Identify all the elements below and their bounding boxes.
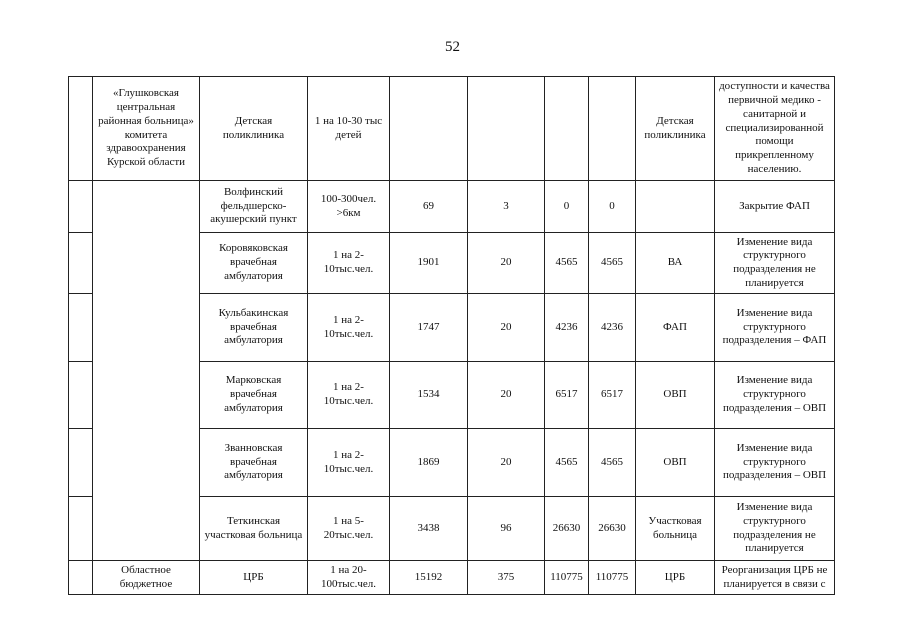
staff-cell: 375 — [468, 561, 545, 595]
staff-cell: 20 — [468, 294, 545, 362]
norm-cell: 1 на 2-10тыс.чел. — [308, 429, 390, 497]
unit-cell: Кульбакинская врачебная амбулатория — [200, 294, 308, 362]
value-cell: 4565 — [589, 233, 636, 294]
population-cell — [390, 77, 468, 181]
note-cell: Изменение вида структурного подразделения – ФАП — [715, 294, 835, 362]
index-cell — [69, 294, 93, 362]
population-cell: 15192 — [390, 561, 468, 595]
unit-cell: Марковская врачебная амбулатория — [200, 362, 308, 429]
form-cell: ОВП — [636, 429, 715, 497]
norm-cell: 1 на 2-10тыс.чел. — [308, 233, 390, 294]
value-cell: 110775 — [545, 561, 589, 595]
note-cell: Изменение вида структурного подразделения – ОВП — [715, 429, 835, 497]
value-cell: 4236 — [545, 294, 589, 362]
value-cell: 4236 — [589, 294, 636, 362]
form-cell — [636, 181, 715, 233]
value-cell: 4565 — [545, 429, 589, 497]
value-cell: 0 — [545, 181, 589, 233]
note-cell: Закрытие ФАП — [715, 181, 835, 233]
population-cell: 1901 — [390, 233, 468, 294]
form-cell: Участковая больница — [636, 497, 715, 561]
index-cell — [69, 77, 93, 181]
unit-cell: ЦРБ — [200, 561, 308, 595]
value-cell: 26630 — [589, 497, 636, 561]
facilities-table — [68, 76, 835, 595]
index-cell — [69, 429, 93, 497]
index-cell — [69, 561, 93, 595]
organization-cell: Областное бюджетное — [93, 561, 200, 595]
staff-cell: 3 — [468, 181, 545, 233]
note-cell: Изменение вида структурного подразделения не планируется — [715, 497, 835, 561]
staff-cell — [468, 77, 545, 181]
note-cell: Реорганизация ЦРБ не планируется в связи с — [715, 561, 835, 595]
index-cell — [69, 233, 93, 294]
value-cell: 26630 — [545, 497, 589, 561]
form-cell: ОВП — [636, 362, 715, 429]
index-cell — [69, 181, 93, 233]
population-cell: 3438 — [390, 497, 468, 561]
unit-cell: Званновская врачебная амбулатория — [200, 429, 308, 497]
unit-cell: Теткинская участковая больница — [200, 497, 308, 561]
staff-cell: 96 — [468, 497, 545, 561]
index-cell — [69, 362, 93, 429]
value-cell: 4565 — [589, 429, 636, 497]
organization-cell-continued — [93, 181, 200, 561]
value-cell: 6517 — [545, 362, 589, 429]
norm-cell: 1 на 2-10тыс.чел. — [308, 294, 390, 362]
page-number: 52 — [445, 39, 460, 55]
table-row — [69, 77, 835, 181]
norm-cell: 1 на 10-30 тыс детей — [308, 77, 390, 181]
value-cell: 110775 — [589, 561, 636, 595]
norm-cell: 1 на 2-10тыс.чел. — [308, 362, 390, 429]
unit-cell: Детская поликлиника — [200, 77, 308, 181]
staff-cell: 20 — [468, 233, 545, 294]
note-cell: Изменение вида структурного подразделения – ОВП — [715, 362, 835, 429]
form-cell: Детская поликлиника — [636, 77, 715, 181]
value-cell — [589, 77, 636, 181]
unit-cell: Коровяковская врачебная амбулатория — [200, 233, 308, 294]
population-cell: 1534 — [390, 362, 468, 429]
staff-cell: 20 — [468, 429, 545, 497]
table-row — [69, 181, 835, 233]
form-cell: ЦРБ — [636, 561, 715, 595]
value-cell — [545, 77, 589, 181]
table-row — [69, 561, 835, 595]
population-cell: 69 — [390, 181, 468, 233]
organization-cell: «Глушковская центральная районная больница» комитета здравоохранения Курской области — [93, 77, 200, 181]
value-cell: 6517 — [589, 362, 636, 429]
note-cell: Изменение вида структурного подразделения не планируется — [715, 233, 835, 294]
form-cell: ВА — [636, 233, 715, 294]
unit-cell: Волфинский фельдшерско-акушерский пункт — [200, 181, 308, 233]
population-cell: 1747 — [390, 294, 468, 362]
form-cell: ФАП — [636, 294, 715, 362]
norm-cell: 1 на 5-20тыс.чел. — [308, 497, 390, 561]
norm-cell: 1 на 20-100тыс.чел. — [308, 561, 390, 595]
value-cell: 0 — [589, 181, 636, 233]
norm-cell: 100-300чел. >6км — [308, 181, 390, 233]
note-cell: доступности и качества первичной медико - санитарной и специализированной помощи прикрепленному населению. — [715, 77, 835, 181]
index-cell — [69, 497, 93, 561]
population-cell: 1869 — [390, 429, 468, 497]
value-cell: 4565 — [545, 233, 589, 294]
staff-cell: 20 — [468, 362, 545, 429]
